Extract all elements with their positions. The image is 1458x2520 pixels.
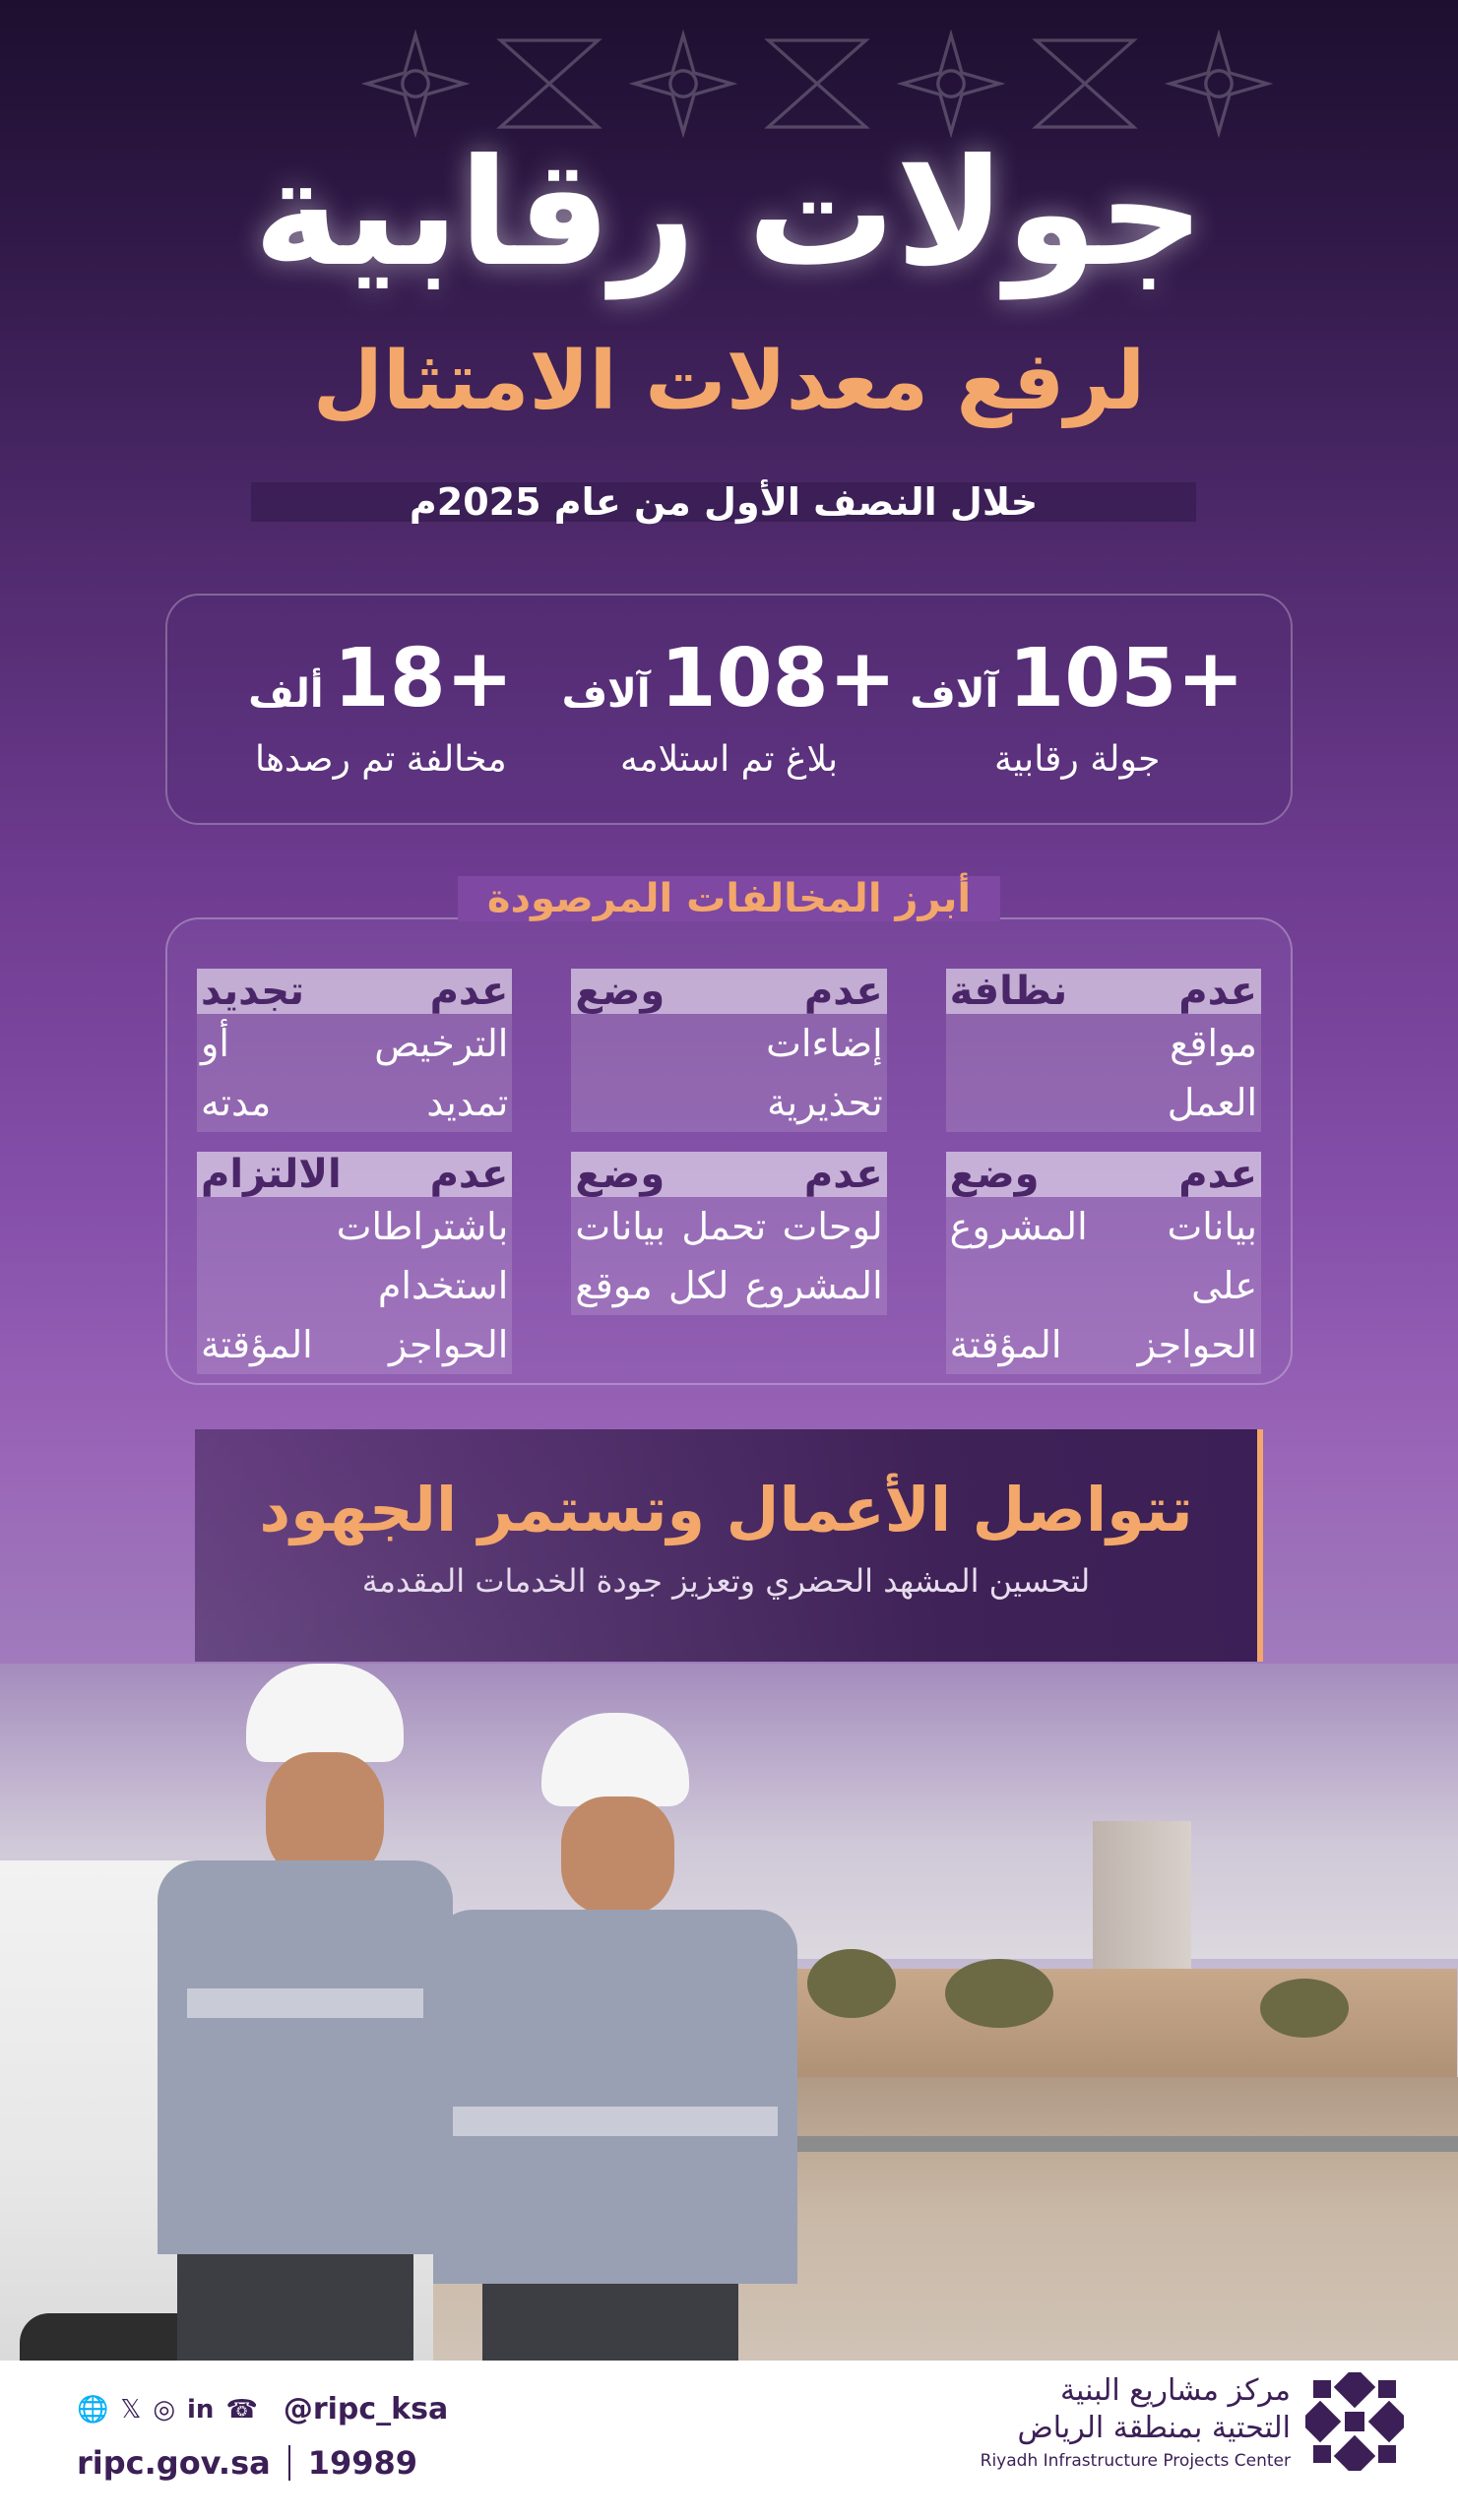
stat-violations-detected bbox=[223, 632, 539, 780]
pattern-star-icon bbox=[897, 30, 1005, 138]
violation-item bbox=[197, 1152, 512, 1374]
linkedin-icon[interactable]: in bbox=[187, 2394, 215, 2425]
pattern-diamond-icon bbox=[1031, 30, 1139, 138]
pattern-star-icon bbox=[629, 30, 737, 138]
violation-line: مواقع bbox=[946, 1014, 1261, 1073]
x-icon[interactable]: 𝕏 bbox=[120, 2394, 142, 2425]
period-strip: خلال النصف الأول من عام 2025م bbox=[251, 482, 1196, 522]
stat-unit: آلاف bbox=[561, 671, 651, 717]
stat-label: مخالفة تم رصدها bbox=[255, 739, 507, 780]
violation-head: عدم تجديد bbox=[197, 969, 512, 1014]
stat-number: 18+ bbox=[333, 632, 514, 725]
banner-subtitle: لتحسين المشهد الحضري وتعزيز جودة الخدمات المقدمة bbox=[361, 1562, 1091, 1600]
violation-head: عدم وضع bbox=[571, 1152, 886, 1197]
pattern-diamond-icon bbox=[763, 30, 871, 138]
worker-helmet bbox=[246, 1664, 404, 1762]
violations-heading-wrap bbox=[0, 876, 1458, 921]
violation-item bbox=[197, 969, 512, 1132]
violation-head: عدم الالتزام bbox=[197, 1152, 512, 1197]
violation-item bbox=[946, 1152, 1261, 1374]
violation-line: تمديد مدته bbox=[197, 1073, 512, 1132]
worker-vest-stripe bbox=[453, 2107, 778, 2136]
stat-reports-received bbox=[561, 632, 897, 780]
worker-face bbox=[561, 1796, 674, 1915]
violation-head: عدم وضع bbox=[571, 969, 886, 1014]
stat-number: 108+ bbox=[660, 632, 897, 725]
violation-item bbox=[571, 1152, 886, 1374]
worker-helmet bbox=[541, 1713, 689, 1806]
stats-box bbox=[165, 594, 1293, 825]
footer-contact bbox=[77, 2392, 448, 2482]
violations-heading: أبرز المخالفات المرصودة bbox=[458, 876, 1000, 921]
violation-line: بيانات المشروع على bbox=[946, 1197, 1261, 1315]
violation-item bbox=[946, 969, 1261, 1132]
main-title: جولات رقابية bbox=[253, 128, 1205, 299]
org-name-line2: التحتية بمنطقة الرياض bbox=[1017, 2411, 1291, 2445]
violation-line: العمل bbox=[946, 1073, 1261, 1132]
violation-line: الترخيص أو bbox=[197, 1014, 512, 1073]
social-icons bbox=[77, 2392, 448, 2426]
worker-shirt bbox=[433, 1910, 797, 2284]
org-name-line1: مركز مشاريع البنية bbox=[1059, 2373, 1291, 2408]
violation-head: عدم وضع bbox=[946, 1152, 1261, 1197]
violation-head: عدم نظافة bbox=[946, 969, 1261, 1014]
violations-box bbox=[165, 917, 1293, 1385]
violation-line: إضاءات bbox=[571, 1014, 886, 1073]
worker-vest-stripe bbox=[187, 1988, 423, 2018]
violation-item bbox=[571, 969, 886, 1132]
stat-number: 105+ bbox=[1008, 632, 1245, 725]
violation-line: المشروع لكل موقع bbox=[571, 1256, 886, 1315]
ripc-logo-icon bbox=[1305, 2372, 1404, 2471]
stat-unit: آلاف bbox=[910, 671, 999, 717]
social-handle[interactable]: @ripc_ksa bbox=[283, 2392, 449, 2426]
globe-icon[interactable]: 🌐 bbox=[77, 2394, 109, 2425]
stat-label: جولة رقابية bbox=[994, 739, 1161, 780]
violation-line: الحواجز المؤقتة bbox=[946, 1315, 1261, 1374]
stat-label: بلاغ تم استلامه bbox=[620, 739, 838, 780]
divider bbox=[288, 2445, 290, 2481]
main-subtitle: لرفع معدلات الامتثال bbox=[312, 335, 1146, 428]
org-name-block bbox=[976, 2372, 1291, 2471]
photo-barrier bbox=[788, 2136, 1458, 2152]
violation-line: لوحات تحمل بيانات bbox=[571, 1197, 886, 1256]
pattern-star-icon bbox=[1165, 30, 1273, 138]
violation-line: تحذيرية bbox=[571, 1073, 886, 1132]
stat-inspection-tours bbox=[910, 632, 1245, 780]
pattern-star-icon bbox=[361, 30, 470, 138]
org-name-en: Riyadh Infrastructure Projects Center bbox=[980, 2451, 1291, 2471]
violation-line: باشتراطات استخدام bbox=[197, 1197, 512, 1315]
photo-tree bbox=[945, 1959, 1053, 2028]
phone-icon[interactable]: ☎ bbox=[225, 2394, 258, 2425]
instagram-icon[interactable]: ◎ bbox=[153, 2394, 176, 2425]
banner-title: تتواصل الأعمال وتستمر الجهود bbox=[259, 1474, 1193, 1545]
pattern-diamond-icon bbox=[495, 30, 603, 138]
worker-shirt bbox=[158, 1860, 453, 2254]
stat-unit: ألف bbox=[248, 671, 324, 717]
website-link[interactable]: ripc.gov.sa bbox=[77, 2444, 271, 2482]
decorative-pattern bbox=[295, 30, 1339, 138]
violation-line: الحواجز المؤقتة bbox=[197, 1315, 512, 1374]
phone-number[interactable]: 19989 bbox=[307, 2444, 418, 2482]
closing-banner bbox=[195, 1429, 1263, 1662]
photo-tree bbox=[1260, 1979, 1349, 2038]
